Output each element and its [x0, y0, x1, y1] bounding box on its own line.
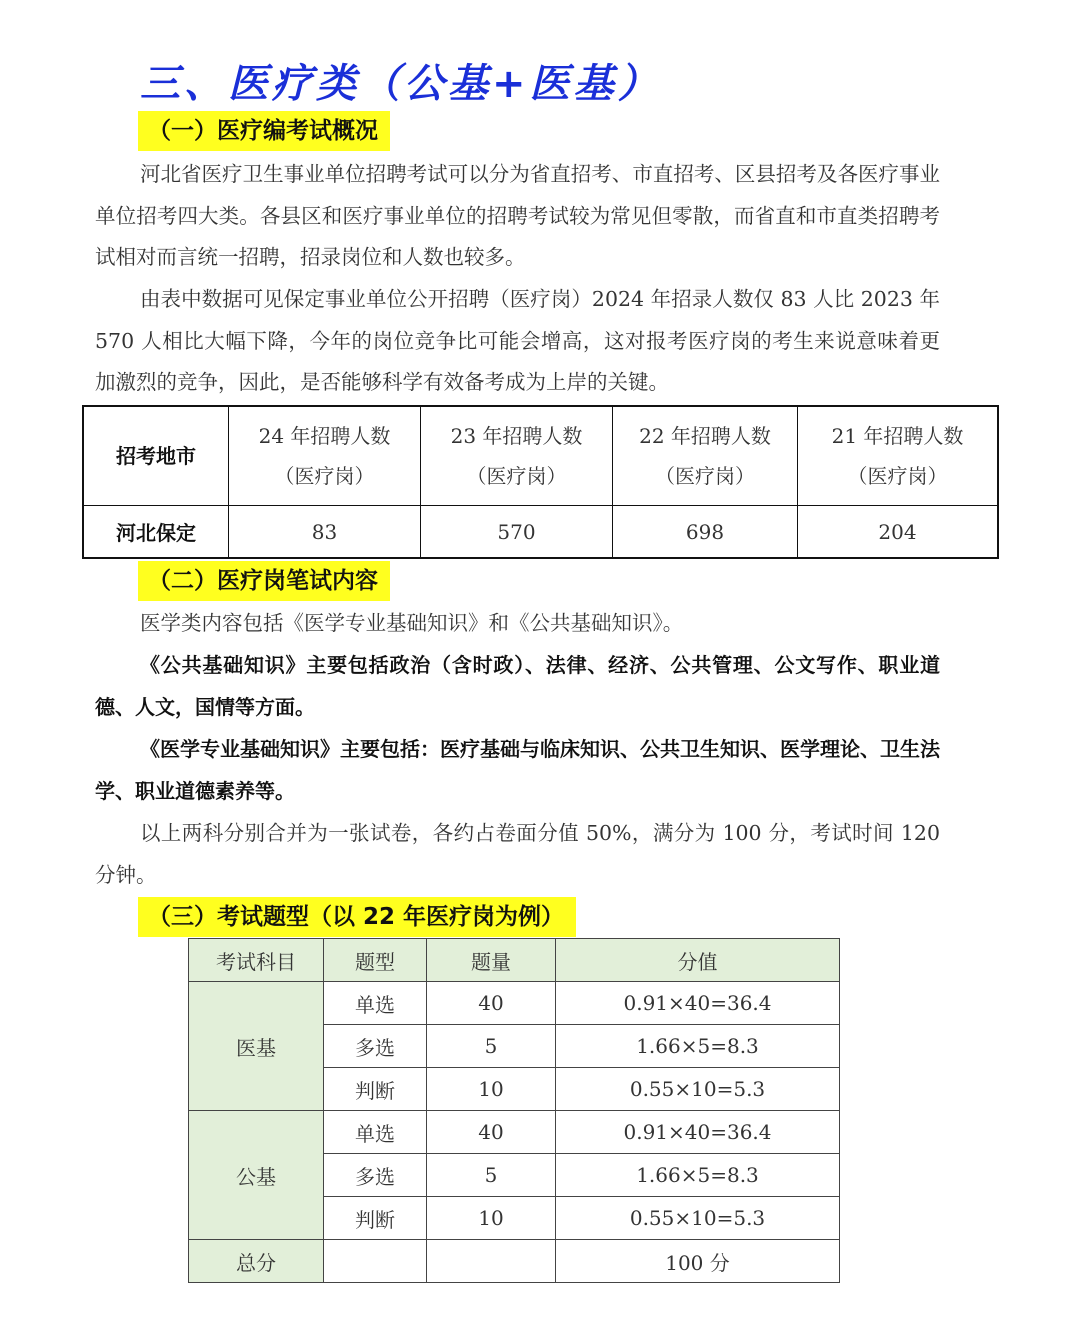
header-cell: 考试科目	[189, 939, 324, 982]
count-cell: 40	[427, 1111, 556, 1154]
city-cell: 河北保定	[83, 506, 229, 559]
recruitment-table-row	[83, 506, 998, 559]
subject-cell: 公基	[189, 1111, 324, 1240]
score-cell: 0.91×40=36.4	[556, 1111, 840, 1154]
paragraph-public-knowledge: 《公共基础知识》主要包括政治（含时政）、法律、经济、公共管理、公文写作、职业道德、人文，国情等方面。	[95, 653, 940, 719]
column-header	[798, 406, 999, 506]
header-cell: 分值	[556, 939, 840, 982]
section-heading-question-types: （三）考试题型（以 22 年医疗岗为例）	[138, 897, 576, 937]
column-header	[421, 406, 613, 506]
recruitment-table-header	[83, 406, 998, 506]
column-header	[229, 406, 421, 506]
main-title: 三、医疗类（公基+医基）	[140, 61, 662, 107]
table-row	[189, 1111, 840, 1154]
column-header-line2: （医疗岗）	[466, 464, 567, 488]
column-header	[613, 406, 798, 506]
header-cell: 题量	[427, 939, 556, 982]
total-score-cell: 100 分	[556, 1240, 840, 1283]
score-cell: 0.55×10=5.3	[556, 1068, 840, 1111]
subject-cell: 医基	[189, 982, 324, 1111]
column-header-line1: 24 年招聘人数	[258, 424, 391, 448]
column-header-line2: （医疗岗）	[847, 464, 948, 488]
score-cell: 1.66×5=8.3	[556, 1025, 840, 1068]
corner-cell: 招考地市	[83, 406, 229, 506]
count-cell: 5	[427, 1154, 556, 1197]
count-cell: 10	[427, 1197, 556, 1240]
type-cell: 判断	[324, 1068, 427, 1111]
table-row	[189, 982, 840, 1025]
type-cell: 多选	[324, 1154, 427, 1197]
exam-table-header	[189, 939, 840, 982]
type-cell: 多选	[324, 1025, 427, 1068]
type-cell: 判断	[324, 1197, 427, 1240]
count-cell: 40	[427, 982, 556, 1025]
type-cell: 单选	[324, 1111, 427, 1154]
column-header-line2: （医疗岗）	[274, 464, 375, 488]
type-cell: 单选	[324, 982, 427, 1025]
count-cell: 10	[427, 1068, 556, 1111]
column-header-line1: 23 年招聘人数	[450, 424, 583, 448]
exam-structure-table	[188, 938, 840, 1283]
score-cell: 0.91×40=36.4	[556, 982, 840, 1025]
paragraph-data-analysis: 由表中数据可见保定事业单位公开招聘（医疗岗）2024 年招录人数仅 83 人比 2023 年 570 人相比大幅下降，今年的岗位竞争比可能会增高，这对报考医疗岗的考生来说意味着更加激烈的竞争，因此，是否能够科学有效备考成为上岸的关键。	[95, 287, 940, 394]
paragraph-medical-knowledge: 《医学专业基础知识》主要包括：医疗基础与临床知识、公共卫生知识、医学理论、卫生法学、职业道德素养等。	[95, 737, 940, 803]
total-type-cell	[324, 1240, 427, 1283]
value-cell: 698	[613, 506, 798, 559]
paragraph-exam-format: 以上两科分别合并为一张试卷，各约占卷面分值 50%，满分为 100 分，考试时间 120 分钟。	[95, 821, 940, 887]
total-label-cell: 总分	[189, 1240, 324, 1283]
recruitment-table	[82, 405, 999, 559]
column-header-line2: （医疗岗）	[655, 464, 755, 488]
paragraph-content-intro: 医学类内容包括《医学专业基础知识》和《公共基础知识》。	[140, 611, 684, 635]
header-cell: 题型	[324, 939, 427, 982]
total-row	[189, 1240, 840, 1283]
column-header-line1: 22 年招聘人数	[639, 424, 771, 448]
section-heading-overview: （一）医疗编考试概况	[138, 111, 390, 151]
score-cell: 1.66×5=8.3	[556, 1154, 840, 1197]
paragraph-overview: 河北省医疗卫生事业单位招聘考试可以分为省直招考、市直招考、区县招考及各医疗事业单位招考四大类。各县区和医疗事业单位的招聘考试较为常见但零散，而省直和市直类招聘考试相对而言统一招聘，招录岗位和人数也较多。	[95, 162, 940, 269]
value-cell: 570	[421, 506, 613, 559]
count-cell: 5	[427, 1025, 556, 1068]
value-cell: 204	[798, 506, 999, 559]
section-heading-written-exam: （二）医疗岗笔试内容	[138, 561, 390, 601]
score-cell: 0.55×10=5.3	[556, 1197, 840, 1240]
total-count-cell	[427, 1240, 556, 1283]
value-cell: 83	[229, 506, 421, 559]
column-header-line1: 21 年招聘人数	[831, 424, 964, 448]
